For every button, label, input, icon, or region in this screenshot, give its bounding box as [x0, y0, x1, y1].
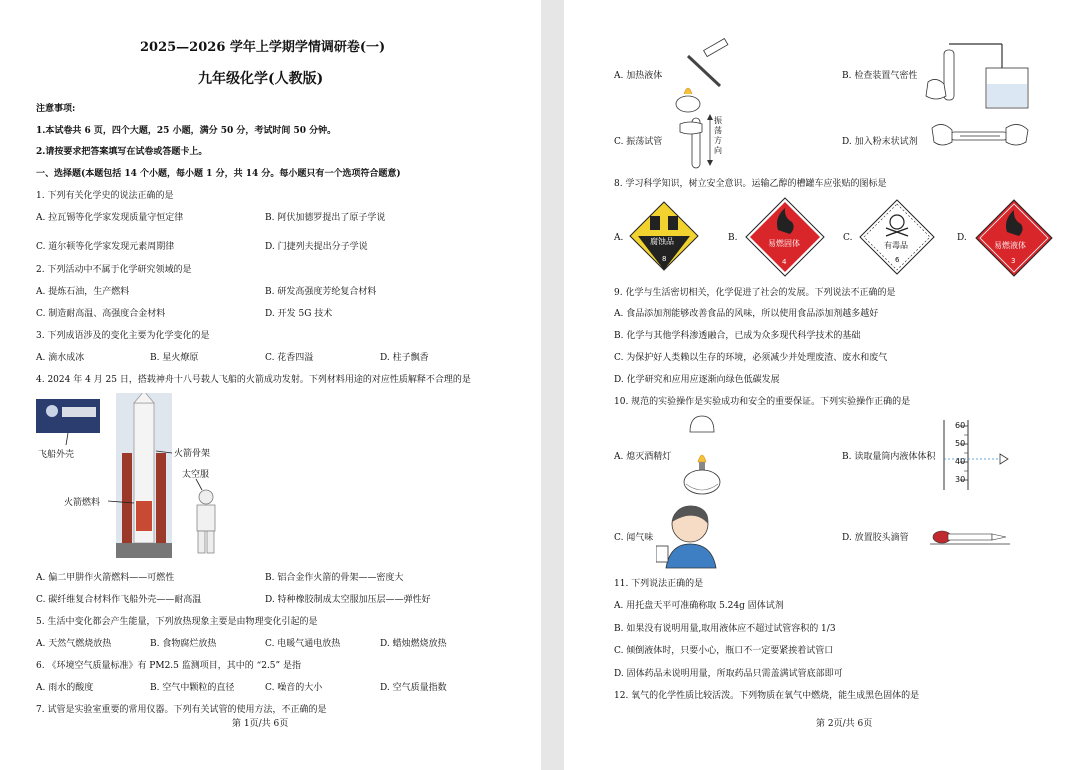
- question-12-stem: 12. 氧气的化学性质比较活泼。下列物质在氧气中燃烧，能生成黑色固体的是: [614, 691, 920, 701]
- question-2-option-c: C. 制造耐高温、高强度合金材料: [36, 309, 166, 319]
- question-9-option-c: C. 为保护好人类赖以生存的环境，必须减少并处理废渣、废水和废气: [614, 353, 888, 363]
- notes-heading: 注意事项:: [36, 104, 76, 114]
- flammable-liquid-sign-number: 3: [1011, 257, 1016, 265]
- label-space-suit: 太空服: [182, 470, 210, 480]
- question-2-option-d: D. 开发 5G 技术: [265, 309, 333, 319]
- question-1-option-b: B. 阿伏加德罗提出了原子学说: [265, 213, 386, 223]
- question-1-option-d: D. 门捷列夫提出分子学说: [265, 242, 368, 252]
- question-4-option-c: C. 碳纤维复合材料作飞船外壳——耐高温: [36, 595, 202, 605]
- question-8-stem: 8. 学习科学知识，树立安全意识。运输乙醇的槽罐车应张贴的图标是: [614, 179, 887, 189]
- page-2-footer: 第 2页/共 6页: [816, 719, 873, 729]
- note-1: 1.本试卷共 6 页，四个大题，25 小题，满分 50 分，考试时间 50 分钟。: [36, 126, 337, 136]
- heating-liquid-figure: [668, 38, 732, 116]
- corrosive-sign-label: 腐蚀品: [650, 237, 674, 246]
- question-7-stem: 7. 试管是实验室重要的常用仪器。下列有关试管的使用方法，不正确的是: [36, 705, 327, 715]
- question-4-option-a: A. 偏二甲肼作火箭燃料——可燃性: [36, 573, 175, 583]
- graduated-cylinder-figure: [942, 418, 1018, 492]
- toxic-sign-label: 有毒品: [884, 241, 908, 250]
- question-2-stem: 2. 下列活动中不属于化学研究领域的是: [36, 265, 192, 275]
- question-2-option-b: B. 研发高强度芳纶复合材料: [265, 287, 377, 297]
- question-3-option-c: C. 花香四溢: [265, 353, 314, 363]
- question-7-option-b: B. 检查装置气密性: [842, 71, 918, 81]
- question-5-option-b: B. 食物腐烂放热: [150, 639, 217, 649]
- label-rocket-fuel: 火箭燃料: [64, 498, 101, 508]
- question-6-stem: 6. 《环境空气质量标准》有 PM2.5 监测项目，其中的 “2.5” 是指: [36, 661, 301, 671]
- question-11-option-c: C. 倾倒液体时，只要小心，瓶口不一定要紧挨着试管口: [614, 646, 834, 656]
- label-rocket-frame: 火箭骨架: [174, 449, 211, 459]
- question-10-option-a: A. 熄灭酒精灯: [614, 452, 672, 462]
- exam-title: 2025—2026 学年上学期学情调研卷(一): [140, 40, 386, 55]
- corrosive-sign-number: 8: [662, 255, 667, 263]
- question-7-option-a: A. 加热液体: [614, 71, 663, 81]
- question-4-option-d: D. 特种橡胶制成太空服加压层——弹性好: [265, 595, 431, 605]
- question-3-option-b: B. 星火燎原: [150, 353, 199, 363]
- label-spacecraft-shell: 飞船外壳: [38, 450, 75, 460]
- question-9-stem: 9. 化学与生活密切相关，化学促进了社会的发展。下列说法不正确的是: [614, 288, 896, 298]
- page-1-footer: 第 1页/共 6页: [232, 719, 289, 729]
- question-6-option-d: D. 空气质量指数: [380, 683, 447, 693]
- question-3-option-a: A. 滴水成冰: [36, 353, 85, 363]
- question-9-option-a: A. 食品添加剂能够改善食品的风味，所以使用食品添加剂越多越好: [614, 309, 879, 319]
- question-9-option-d: D. 化学研究和应用应逐渐向绿色低碳发展: [614, 375, 780, 385]
- question-3-stem: 3. 下列成语涉及的变化主要为化学变化的是: [36, 331, 210, 341]
- question-7-option-c: C. 振荡试管: [614, 137, 663, 147]
- question-11-stem: 11. 下列说法正确的是: [614, 579, 704, 589]
- shake-direction-label: 振荡方向: [714, 116, 722, 155]
- question-1-option-c: C. 道尔顿等化学家发现元素周期律: [36, 242, 175, 252]
- question-5-option-a: A. 天然气燃烧放热: [36, 639, 112, 649]
- question-11-option-b: B. 如果没有说明用量,取用液体应不超过试管容积的 1/3: [614, 624, 836, 634]
- question-8-option-a: A.: [614, 233, 624, 243]
- question-10-option-b: B. 读取量筒内液体体积: [842, 452, 936, 462]
- question-11-option-a: A. 用托盘天平可准确称取 5.24g 固体试剂: [614, 601, 784, 611]
- question-7-option-d: D. 加入粉末状试剂: [842, 137, 918, 147]
- question-9-option-b: B. 化学与其他学科渗透融合，已成为众多现代科学技术的基础: [614, 331, 861, 341]
- question-4-stem: 4. 2024 年 4 月 25 日，搭载神舟十八号载人飞船的火箭成功发射。下列材料用途的对应性质解释不合理的是: [36, 375, 471, 385]
- question-2-option-a: A. 提炼石油，生产燃料: [36, 287, 130, 297]
- question-8-option-b: B.: [728, 233, 738, 243]
- question-1-option-a: A. 拉瓦锡等化学家发现质量守恒定律: [36, 213, 184, 223]
- question-1-stem: 1. 下列有关化学史的说法正确的是: [36, 191, 174, 201]
- flammable-liquid-sign-label: 易燃液体: [994, 241, 1026, 250]
- cylinder-tick-30: 30: [955, 475, 966, 484]
- cylinder-tick-60: 60: [955, 421, 966, 430]
- flammable-solid-sign-number: 4: [782, 258, 787, 266]
- alcohol-lamp-figure: [672, 412, 732, 498]
- question-5-option-c: C. 电暖气通电放热: [265, 639, 341, 649]
- dropper-figure: [930, 526, 1010, 548]
- toxic-sign-icon: [858, 198, 936, 276]
- question-6-option-a: A. 雨水的酸度: [36, 683, 94, 693]
- question-10-option-d: D. 放置胶头滴管: [842, 533, 909, 543]
- exam-subtitle: 九年级化学(人教版): [198, 71, 324, 87]
- question-5-stem: 5. 生活中变化都会产生能量，下列放热现象主要是由物理变化引起的是: [36, 617, 318, 627]
- question-3-option-d: D. 柱子飘香: [380, 353, 429, 363]
- airtightness-check-figure: [922, 36, 1042, 114]
- adding-powder-figure: [930, 118, 1030, 158]
- question-8-option-d: D.: [957, 233, 967, 243]
- cylinder-tick-40: 40: [955, 457, 966, 466]
- section-heading: 一、选择题(本题包括 14 个小题，每小题 1 分，共 14 分。每小题只有一个选项符合题意): [36, 169, 401, 179]
- question-11-option-d: D. 固体药品未说明用量，所取药品只需盖满试管底部即可: [614, 669, 843, 679]
- question-8-option-c: C.: [843, 233, 853, 243]
- question-10-option-c: C. 闻气味: [614, 533, 654, 543]
- question-6-option-b: B. 空气中颗粒的直径: [150, 683, 235, 693]
- flammable-solid-sign-label: 易燃固体: [768, 239, 800, 248]
- question-6-option-c: C. 噪音的大小: [265, 683, 323, 693]
- question-4-option-b: B. 铝合金作火箭的骨架——密度大: [265, 573, 404, 583]
- note-2: 2.请按要求把答案填写在试卷或答题卡上。: [36, 147, 208, 157]
- cylinder-tick-50: 50: [955, 439, 966, 448]
- question-5-option-d: D. 蜡烛燃烧放热: [380, 639, 447, 649]
- smelling-figure: [656, 502, 722, 570]
- question-10-stem: 10. 规范的实验操作是实验成功和安全的重要保证。下列实验操作正确的是: [614, 397, 911, 407]
- flammable-liquid-sign-icon: [974, 198, 1054, 278]
- exam-page-2: [564, 0, 1080, 770]
- toxic-sign-number: 6: [895, 256, 900, 264]
